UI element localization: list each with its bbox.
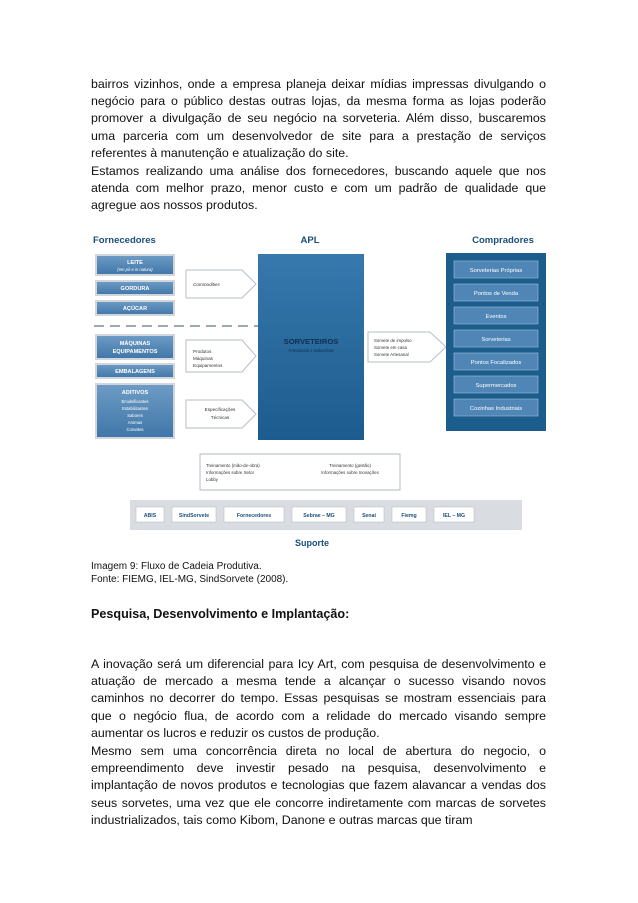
center-title: SORVETEIROS xyxy=(283,337,339,346)
arrow-equip-label: Equipamentos xyxy=(193,363,223,368)
figure-caption-source: Fonte: FIEMG, IEL-MG, SindSorvete (2008). xyxy=(91,574,289,585)
supplier-maquinas-label-1: MÁQUINAS xyxy=(119,341,151,347)
buyer-label: Eventos xyxy=(485,314,507,320)
supplier-maquinas-box xyxy=(96,335,174,359)
arrow-commodities-label: Commodities xyxy=(193,282,220,287)
supplier-leite-sub: (em pó e in natura) xyxy=(117,267,153,272)
paragraph-4: Mesmo sem uma concorrência direta no local de abertura do negocio, o empreendimento deve investir pesado na pesquisa, desenvolvimento e implantação de novos produtos e tecnologias que fazem alavancar a vendas dos seus sorvetes, uma vez que ele concorre indiretamente com marcas de sorvetes industrializados, tais como Kibom, Danone e outras marcas que tiram xyxy=(91,744,546,827)
arrow-especificacoes xyxy=(186,400,256,428)
paragraph-1: bairros vizinhos, onde a empresa planeja deixar mídias impressas divulgando o negócio para o público destas outras lojas, da mesma forma as lojas poderão promover a divulgação de seu negócio na sorveteria. Além disso, buscaremos uma parceria com um desenvolvedor de site para a prestação de serviços referentes à manutenção e atualização do site. xyxy=(91,77,546,160)
training-right-line: Treinamento (gestão) xyxy=(329,463,371,468)
title-compradores: Compradores xyxy=(472,235,534,246)
supplier-acucar-label: AÇÚCAR xyxy=(122,306,148,312)
production-chain-diagram xyxy=(90,228,546,556)
title-apl: APL xyxy=(300,235,320,246)
arrow-out-label: Sorvete Artesanal xyxy=(374,352,409,357)
center-subtitle: Artesanais e Industriais xyxy=(288,348,334,353)
title-suporte: Suporte xyxy=(294,538,330,548)
supplier-gordura-label: GORDURA xyxy=(120,286,150,292)
support-label: Fiemg xyxy=(401,513,417,519)
buyers-list xyxy=(454,261,538,416)
arrow-out-label: Sorvete em casa xyxy=(374,345,407,350)
buyer-label: Supermercados xyxy=(475,383,517,389)
title-fornecedores: Fornecedores xyxy=(93,235,156,246)
aditivos-item: Estabilizantes xyxy=(122,406,148,411)
buyer-label: Sorveterias xyxy=(481,337,511,343)
section-heading: Pesquisa, Desenvolvimento e Implantação: xyxy=(91,607,350,621)
training-left-line: Treinamento (mão-de-obra) xyxy=(206,463,260,468)
arrow-spec-label: Especificações xyxy=(204,407,236,412)
support-label: Senai xyxy=(362,513,376,519)
support-list xyxy=(136,507,474,522)
training-left-line: Informações sobre Setor xyxy=(206,470,255,475)
center-sorveteiros-box xyxy=(258,254,364,440)
support-label: Fornecedores xyxy=(236,513,272,519)
arrow-out-label: Sorvete de impulso xyxy=(374,338,412,343)
supplier-leite-label: LEITE xyxy=(127,260,143,266)
aditivos-item: Emulsificantes xyxy=(121,399,149,404)
paragraph-3: A inovação será um diferencial para Icy Art, com pesquisa de desenvolvimento e atuação de mercado a mesma tende a alcançar o sucesso visando novos caminhos no decorrer do tempo. Essas pesquisas se mostram essenciais para que o negócio flua, de acordo com a relidade do mercado visando sempre aumentar os lucros e reduzir os custos de produção. xyxy=(91,657,546,740)
aditivos-item: Corantes xyxy=(126,427,144,432)
buyer-label: Sorveterias Próprias xyxy=(469,268,523,274)
aditivos-item: Sabores xyxy=(127,413,143,418)
paragraph-2: Estamos realizando uma análise dos fornecedores, buscando aquele que nos atenda com melhor prazo, menor custo e com um padrão de qualidade que agregue aos nossos produtos. xyxy=(91,164,546,213)
supplier-embalagens-label: EMBALAGENS xyxy=(115,369,155,375)
training-right-line: Informações sobre Inovações xyxy=(321,470,379,475)
arrow-equip-label: Máquinas xyxy=(193,356,213,361)
supplier-maquinas-label-2: EQUIPAMENTOS xyxy=(112,349,158,355)
support-label: ABIS xyxy=(143,513,157,519)
figure-caption-title: Imagem 9: Fluxo de Cadeia Produtiva. xyxy=(91,561,262,572)
aditivos-item: Aromas xyxy=(127,420,143,425)
buyer-label: Pontos Focalizados xyxy=(470,360,522,366)
arrow-equip-label: Produtos xyxy=(193,349,212,354)
support-label: IEL – MG xyxy=(442,513,466,519)
supplier-aditivos-label: ADITIVOS xyxy=(121,390,149,396)
buyer-label: Cozinhas Industriais xyxy=(469,406,523,412)
training-left-line: Lobby xyxy=(206,477,218,482)
buyer-label: Pontos de Venda xyxy=(473,291,519,297)
support-label: Sebrae – MG xyxy=(303,513,335,519)
arrow-spec-label: Técnicas xyxy=(210,415,230,420)
support-label: SindSorvete xyxy=(178,513,210,519)
